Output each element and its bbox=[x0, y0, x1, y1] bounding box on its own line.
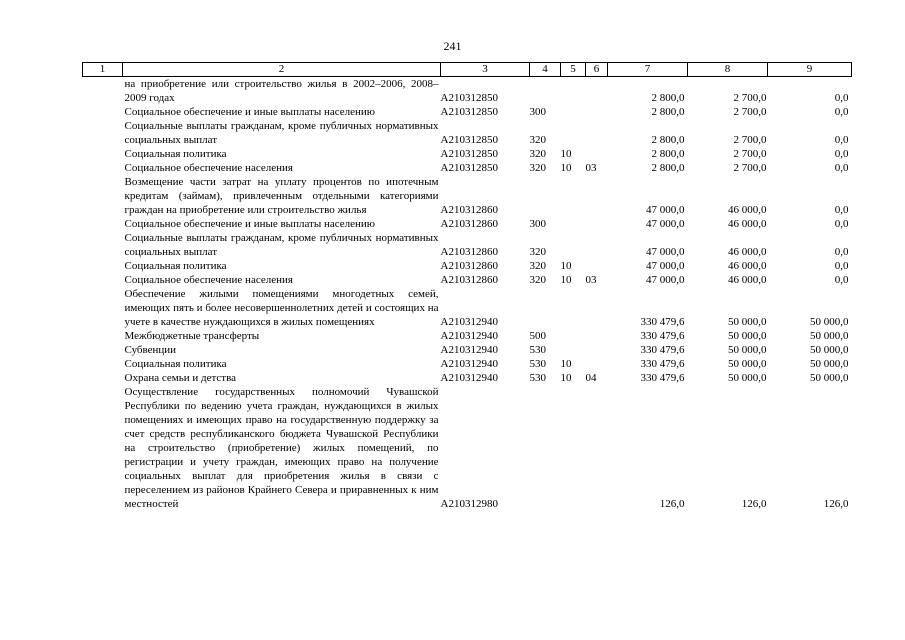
blank bbox=[83, 385, 123, 511]
pr-cell bbox=[586, 385, 608, 511]
value-2021-cell: 0,0 bbox=[834, 218, 849, 230]
vr-cell: 530 bbox=[529, 358, 546, 370]
blank bbox=[83, 329, 123, 343]
name-cell: Социальные выплаты гражданам, кроме публичных нормативных социальных выплат bbox=[124, 232, 439, 258]
vr-cell: 320 bbox=[529, 274, 546, 286]
rz-cell: 10 bbox=[560, 274, 572, 286]
value-2021-cell: 0,0 bbox=[834, 92, 849, 104]
name-cell: Межбюджетные трансферты bbox=[124, 330, 260, 342]
table-row bbox=[83, 217, 852, 231]
pr-cell bbox=[586, 287, 608, 329]
blank bbox=[83, 343, 123, 357]
table-row bbox=[83, 77, 852, 106]
header-cell: 5 bbox=[561, 63, 586, 77]
code-cell: А210312860 bbox=[440, 204, 498, 216]
table-row bbox=[83, 371, 852, 385]
header-cell: 2 bbox=[123, 63, 441, 77]
code-cell: А210312850 bbox=[440, 106, 498, 118]
header-cell: 8 bbox=[688, 63, 768, 77]
blank bbox=[83, 175, 123, 217]
rz-cell bbox=[561, 217, 586, 231]
table-row bbox=[83, 385, 852, 511]
value-2019-cell: 2 800,0 bbox=[651, 134, 685, 146]
blank bbox=[83, 273, 123, 287]
blank bbox=[83, 77, 123, 106]
rz-cell bbox=[561, 119, 586, 147]
name-cell: Социальное обеспечение населения bbox=[124, 274, 293, 286]
value-2020-cell: 50 000,0 bbox=[728, 316, 767, 328]
vr-cell: 530 bbox=[529, 344, 546, 356]
value-2020-cell: 46 000,0 bbox=[728, 218, 767, 230]
table-row bbox=[83, 175, 852, 217]
value-2021-cell: 50 000,0 bbox=[810, 358, 849, 370]
pr-cell bbox=[586, 77, 608, 106]
code-cell: А210312980 bbox=[440, 498, 498, 510]
table-row bbox=[83, 259, 852, 273]
value-2021-cell: 0,0 bbox=[834, 106, 849, 118]
code-cell: А210312860 bbox=[440, 246, 498, 258]
value-2019-cell: 126,0 bbox=[659, 498, 685, 510]
code-cell: А210312940 bbox=[440, 316, 498, 328]
name-cell: на приобретение или строительство жилья в 2002–2006, 2008–2009 годах bbox=[124, 78, 439, 104]
rz-cell bbox=[561, 105, 586, 119]
value-2020-cell: 126,0 bbox=[741, 498, 767, 510]
code-cell: А210312850 bbox=[440, 148, 498, 160]
rz-cell: 10 bbox=[560, 148, 572, 160]
table-row bbox=[83, 161, 852, 175]
value-2019-cell: 47 000,0 bbox=[646, 218, 685, 230]
value-2021-cell: 0,0 bbox=[834, 162, 849, 174]
rz-cell bbox=[561, 343, 586, 357]
value-2021-cell: 0,0 bbox=[834, 260, 849, 272]
code-cell: А210312850 bbox=[440, 134, 498, 146]
value-2020-cell: 2 700,0 bbox=[733, 134, 767, 146]
value-2020-cell: 2 700,0 bbox=[733, 162, 767, 174]
pr-cell bbox=[586, 105, 608, 119]
budget-table bbox=[82, 62, 852, 511]
value-2021-cell: 50 000,0 bbox=[810, 372, 849, 384]
header-row bbox=[83, 63, 852, 77]
value-2020-cell: 50 000,0 bbox=[728, 344, 767, 356]
value-2019-cell: 330 479,6 bbox=[640, 372, 685, 384]
pr-cell bbox=[586, 147, 608, 161]
code-cell: А210312940 bbox=[440, 372, 498, 384]
vr-cell: 320 bbox=[529, 260, 546, 272]
vr-cell: 300 bbox=[529, 106, 546, 118]
code-cell: А210312850 bbox=[440, 162, 498, 174]
blank bbox=[83, 259, 123, 273]
value-2020-cell: 46 000,0 bbox=[728, 204, 767, 216]
value-2019-cell: 2 800,0 bbox=[651, 92, 685, 104]
value-2021-cell: 0,0 bbox=[834, 148, 849, 160]
rz-cell: 10 bbox=[560, 162, 572, 174]
value-2020-cell: 50 000,0 bbox=[728, 330, 767, 342]
table-row bbox=[83, 329, 852, 343]
pr-cell bbox=[586, 119, 608, 147]
header-cell: 3 bbox=[441, 63, 530, 77]
name-cell: Возмещение части затрат на уплату процентов по ипотечным кредитам (займам), привлеченным отдельными категориями граждан на приобретение или строительство жилья bbox=[124, 176, 439, 216]
value-2019-cell: 330 479,6 bbox=[640, 316, 685, 328]
blank bbox=[83, 161, 123, 175]
pr-cell bbox=[586, 259, 608, 273]
vr-cell bbox=[530, 77, 561, 106]
value-2021-cell: 0,0 bbox=[834, 246, 849, 258]
rz-cell bbox=[561, 231, 586, 259]
value-2019-cell: 2 800,0 bbox=[651, 162, 685, 174]
table-row bbox=[83, 147, 852, 161]
rz-cell: 10 bbox=[560, 260, 572, 272]
code-cell: А210312860 bbox=[440, 218, 498, 230]
value-2019-cell: 47 000,0 bbox=[646, 246, 685, 258]
name-cell: Социальная политика bbox=[124, 148, 227, 160]
value-2021-cell: 50 000,0 bbox=[810, 330, 849, 342]
pr-cell bbox=[586, 343, 608, 357]
value-2019-cell: 330 479,6 bbox=[640, 344, 685, 356]
vr-cell: 320 bbox=[529, 246, 546, 258]
value-2020-cell: 46 000,0 bbox=[728, 260, 767, 272]
value-2020-cell: 50 000,0 bbox=[728, 372, 767, 384]
code-cell: А210312940 bbox=[440, 358, 498, 370]
header-cell: 4 bbox=[530, 63, 561, 77]
table-body bbox=[83, 77, 852, 512]
rz-cell bbox=[561, 385, 586, 511]
blank bbox=[83, 147, 123, 161]
table-row bbox=[83, 357, 852, 371]
value-2021-cell: 0,0 bbox=[834, 134, 849, 146]
vr-cell bbox=[530, 175, 561, 217]
name-cell: Обеспечение жилыми помещениями многодетных семей, имеющих пять и более несовершеннолетних детей и состоящих на учете в качестве нуждающихся в жилых помещениях bbox=[124, 288, 439, 328]
header-cell: 9 bbox=[768, 63, 852, 77]
rz-cell bbox=[561, 287, 586, 329]
table-row bbox=[83, 231, 852, 259]
code-cell: А210312850 bbox=[440, 92, 498, 104]
value-2021-cell: 126,0 bbox=[823, 498, 849, 510]
value-2021-cell: 50 000,0 bbox=[810, 344, 849, 356]
name-cell: Социальное обеспечение и иные выплаты населению bbox=[124, 106, 376, 118]
code-cell: А210312860 bbox=[440, 274, 498, 286]
table-row bbox=[83, 105, 852, 119]
page-number: 241 bbox=[443, 39, 462, 53]
table-row bbox=[83, 119, 852, 147]
name-cell: Субвенции bbox=[124, 344, 177, 356]
value-2019-cell: 330 479,6 bbox=[640, 358, 685, 370]
header-cell: 7 bbox=[608, 63, 688, 77]
name-cell: Социальные выплаты гражданам, кроме публичных нормативных социальных выплат bbox=[124, 120, 439, 146]
code-cell: А210312940 bbox=[440, 344, 498, 356]
rz-cell: 10 bbox=[560, 372, 572, 384]
pr-cell bbox=[586, 217, 608, 231]
value-2019-cell: 2 800,0 bbox=[651, 148, 685, 160]
vr-cell bbox=[530, 287, 561, 329]
rz-cell bbox=[561, 175, 586, 217]
pr-cell bbox=[586, 329, 608, 343]
code-cell: А210312940 bbox=[440, 330, 498, 342]
value-2020-cell: 50 000,0 bbox=[728, 358, 767, 370]
name-cell: Охрана семьи и детства bbox=[124, 372, 237, 384]
blank bbox=[83, 217, 123, 231]
value-2020-cell: 2 700,0 bbox=[733, 148, 767, 160]
rz-cell bbox=[561, 329, 586, 343]
name-cell: Социальная политика bbox=[124, 260, 227, 272]
value-2020-cell: 2 700,0 bbox=[733, 106, 767, 118]
header-cell: 1 bbox=[83, 63, 123, 77]
blank bbox=[83, 231, 123, 259]
pr-cell: 04 bbox=[585, 372, 597, 384]
value-2019-cell: 2 800,0 bbox=[651, 106, 685, 118]
vr-cell bbox=[530, 385, 561, 511]
value-2019-cell: 47 000,0 bbox=[646, 260, 685, 272]
name-cell: Социальная политика bbox=[124, 358, 227, 370]
vr-cell: 320 bbox=[529, 134, 546, 146]
table-row bbox=[83, 343, 852, 357]
value-2020-cell: 2 700,0 bbox=[733, 92, 767, 104]
name-cell: Осуществление государственных полномочий Чувашской Республики по ведению учета граждан, нуждающихся в жилых помещениях и имеющих право на государственную поддержку за счет средств республиканского бюджета Чувашской Республики на строительство (приобретение) жилых помещений, по регистрации и учету граждан, имеющих право на получение социальных выплат для приобретения жилья в связи с переселением из районов Крайнего Севера и приравненных к ним местностей bbox=[124, 386, 439, 510]
table-row bbox=[83, 273, 852, 287]
header-cell: 6 bbox=[586, 63, 608, 77]
blank bbox=[83, 119, 123, 147]
vr-cell: 530 bbox=[529, 372, 546, 384]
value-2019-cell: 47 000,0 bbox=[646, 274, 685, 286]
blank bbox=[83, 371, 123, 385]
value-2019-cell: 330 479,6 bbox=[640, 330, 685, 342]
pr-cell bbox=[586, 175, 608, 217]
blank bbox=[83, 105, 123, 119]
value-2019-cell: 47 000,0 bbox=[646, 204, 685, 216]
rz-cell: 10 bbox=[560, 358, 572, 370]
value-2021-cell: 0,0 bbox=[834, 274, 849, 286]
pr-cell bbox=[586, 231, 608, 259]
name-cell: Социальное обеспечение и иные выплаты населению bbox=[124, 218, 376, 230]
value-2021-cell: 50 000,0 bbox=[810, 316, 849, 328]
value-2021-cell: 0,0 bbox=[834, 204, 849, 216]
pr-cell bbox=[586, 357, 608, 371]
value-2020-cell: 46 000,0 bbox=[728, 246, 767, 258]
blank bbox=[83, 357, 123, 371]
code-cell: А210312860 bbox=[440, 260, 498, 272]
value-2020-cell: 46 000,0 bbox=[728, 274, 767, 286]
pr-cell: 03 bbox=[585, 274, 597, 286]
vr-cell: 320 bbox=[529, 162, 546, 174]
pr-cell: 03 bbox=[585, 162, 597, 174]
rz-cell bbox=[561, 77, 586, 106]
name-cell: Социальное обеспечение населения bbox=[124, 162, 293, 174]
vr-cell: 500 bbox=[529, 330, 546, 342]
vr-cell: 300 bbox=[529, 218, 546, 230]
table-row bbox=[83, 287, 852, 329]
vr-cell: 320 bbox=[529, 148, 546, 160]
blank bbox=[83, 287, 123, 329]
